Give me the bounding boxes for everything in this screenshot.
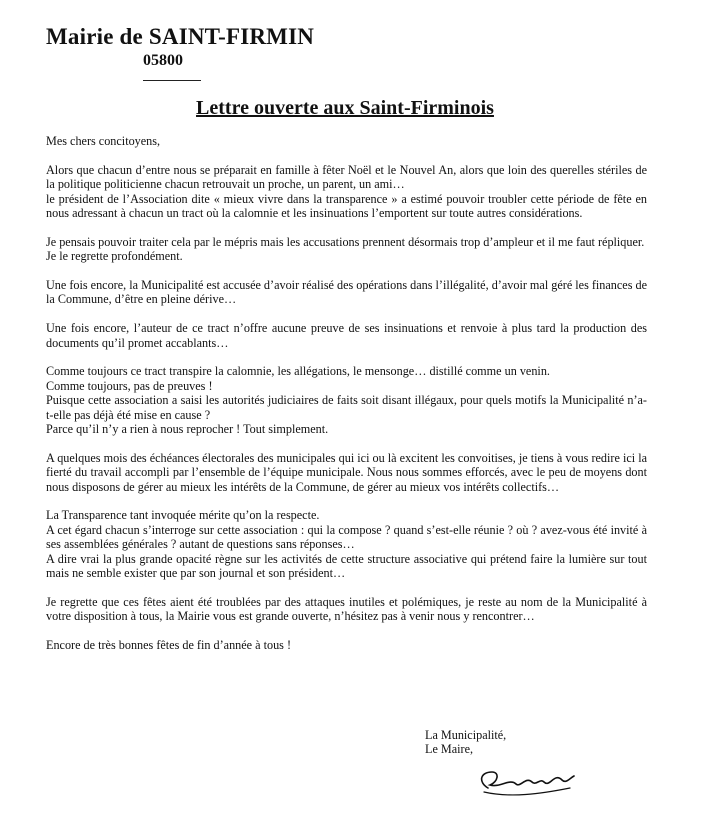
paragraph-5-line-3: Puisque cette association a saisi les autorités judiciaires de faits soit disant illégaux, pour quels motifs la Municipalité n’a-t-elle pas déjà été mise en cause ?	[46, 393, 647, 422]
paragraph-5	[46, 364, 647, 436]
letter-title: Lettre ouverte aux Saint-Firminois	[196, 97, 494, 119]
salutation: Mes chers concitoyens,	[46, 134, 161, 148]
letter-body	[46, 134, 647, 652]
paragraph-2-line-2: Je le regrette profondément.	[46, 249, 183, 264]
paragraph-7-line-1: La Transparence tant invoquée mérite qu’on la respecte.	[46, 508, 320, 523]
paragraph-1-line-2: le président de l’Association dite « mieux vivre dans la transparence » a estimé pouvoir troubler cette période de fête en nous adressant à chacun un tract où la calomnie et les insinuations l’emportent sur toute autres considérations.	[46, 191, 647, 221]
paragraph-7	[46, 508, 647, 580]
paragraph-2	[46, 235, 647, 264]
handwritten-signature	[470, 758, 580, 802]
paragraph-1	[46, 163, 647, 221]
paragraph-2-line-1: Je pensais pouvoir traiter cela par le mépris mais les accusations prennent désormais trop d’ampleur et il me faut répliquer.	[46, 234, 645, 249]
paragraph-5-line-1: Comme toujours ce tract transpire la calomnie, les allégations, le mensonge… distillé comme un venin.	[46, 364, 550, 379]
paragraph-5-line-2: Comme toujours, pas de preuves !	[46, 378, 213, 393]
paragraph-3: Une fois encore, la Municipalité est accusée d’avoir réalisé des opérations dans l’illégalité, d’avoir mal géré les finances de la Commune, d’être en pleine dérive…	[46, 278, 648, 307]
paragraph-7-line-2: A cet égard chacun s’interroge sur cette association : qui la compose ? quand s’est-elle réunie ? où ? avez-vous été invité à ses assemblées générales ? autant de questions sans réponses…	[46, 522, 647, 552]
signature-municipalite: La Municipalité,	[425, 728, 507, 742]
paragraph-7-line-3: A dire vrai la plus grande opacité règne sur les activités de cette structure associative qui prétend faire la lumière sur tout mais ne semble exister que par son journal et son président…	[46, 551, 647, 581]
paragraph-8: Je regrette que ces fêtes aient été troublées par des attaques inutiles et polémiques, je reste au nom de la Municipalité à votre disposition à tous, la Mairie vous est grande ouverte, n’hésitez pas à venir nous y rencontrer…	[46, 594, 647, 624]
mairie-heading: Mairie de SAINT-FIRMIN	[46, 24, 315, 49]
paragraph-5-line-4: Parce qu’il n’y a rien à nous reprocher ! Tout simplement.	[46, 422, 329, 437]
header-rule	[143, 80, 201, 81]
postal-code: 05800	[143, 52, 183, 69]
paragraph-1-line-1: Alors que chacun d’entre nous se préparait en famille à fêter Noël et le Nouvel An, alors que loin des querelles stériles de la politique politicienne chacun retrouvait un proche, un parent, un ami…	[46, 162, 647, 192]
closing-greeting: Encore de très bonnes fêtes de fin d’année à tous !	[46, 638, 292, 653]
paragraph-6: A quelques mois des échéances électorales des municipales qui ici ou là excitent les convoitises, je tiens à vous redire ici la fierté du travail accompli par l’ensemble de l’équipe municipale. Nous nous sommes efforcés, avec le peu de moyens dont nous disposons de gérer au mieux les intérêts de la Commune, de gérer au mieux vos intérêts collectifs…	[46, 450, 647, 494]
paragraph-4: Une fois encore, l’auteur de ce tract n’offre aucune preuve de ses insinuations et renvoie à plus tard la production des documents qu’il promet accablants…	[46, 321, 647, 350]
signature-block	[425, 728, 506, 757]
signature-le-maire: Le Maire,	[425, 742, 474, 757]
